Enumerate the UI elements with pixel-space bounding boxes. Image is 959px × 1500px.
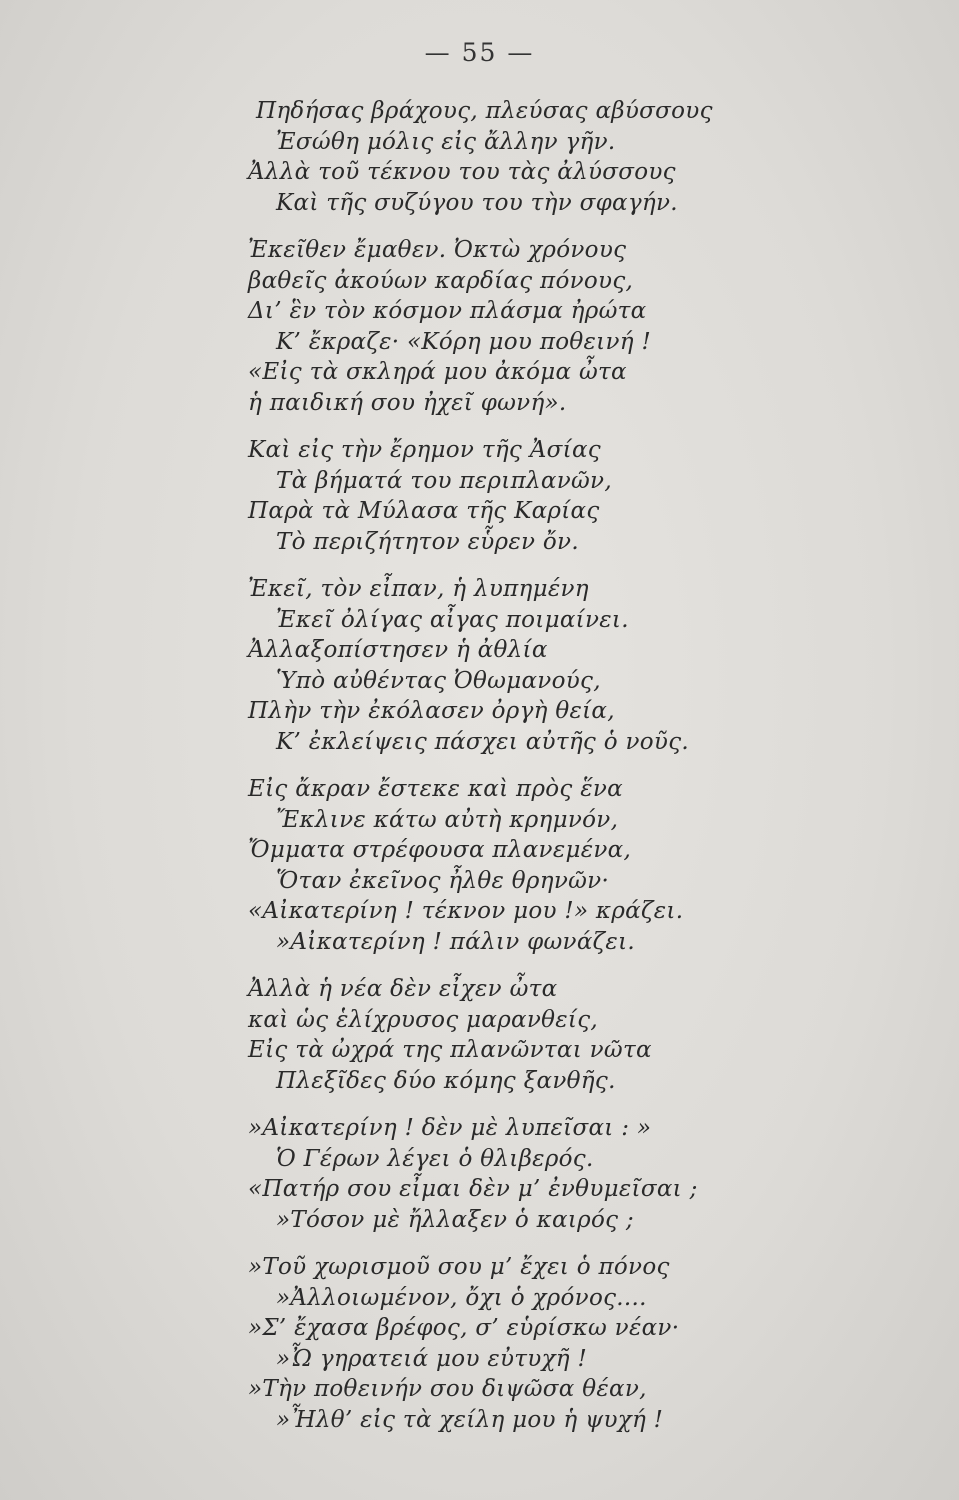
stanza-1 — [0, 96, 959, 218]
poem-line: »Ἀλλοιωμένον, ὄχι ὁ χρόνος.... — [276, 1284, 647, 1311]
poem-line: Ἔκλινε κάτω αὐτὴ κρημνόν, — [276, 806, 619, 833]
poem-line: Τὸ περιζήτητον εὗρεν ὄν. — [276, 528, 579, 555]
poem-line: Παρὰ τὰ Μύλασα τῆς Καρίας — [248, 498, 600, 524]
poem-line: Ἐσώθη μόλις εἰς ἄλλην γῆν. — [276, 128, 616, 155]
poem-line: Ἐκεῖ, τὸν εἶπαν, ἡ λυπημένη — [248, 576, 589, 602]
poem-line: »Ἦλθ’ εἰς τὰ χείλη μου ἡ ψυχή ! — [276, 1406, 664, 1433]
stanza-3 — [0, 435, 959, 557]
stanza-2 — [0, 235, 959, 418]
poem-line: Ὑπὸ αὐθέντας Ὀθωμανούς, — [276, 667, 601, 694]
poem-line: Πηδήσας βράχους, πλεύσας αβύσσους — [256, 98, 713, 124]
poem-line: Ἐκεῖ ὀλίγας αἶγας ποιμαίνει. — [276, 606, 629, 633]
stanza-5 — [0, 774, 959, 957]
stanza-6 — [0, 974, 959, 1096]
poem-line: Τὰ βήματά του περιπλανῶν, — [276, 467, 612, 494]
poem-line: Καὶ εἰς τὴν ἔρημον τῆς Ἀσίας — [248, 437, 601, 463]
poem-line: «Αἰκατερίνη ! τέκνον μου !» κράζει. — [248, 898, 684, 924]
poem-line: Εἰς τὰ ὠχρά της πλανῶνται νῶτα — [248, 1037, 652, 1063]
poem-line: »Τόσον μὲ ἤλλαξεν ὁ καιρός ; — [276, 1206, 634, 1233]
poem-line: Ὁ Γέρων λέγει ὁ θλιβερός. — [276, 1145, 594, 1172]
poem-body — [0, 96, 959, 1452]
stanza-4 — [0, 574, 959, 757]
stanza-7 — [0, 1113, 959, 1235]
poem-line: Πλὴν τὴν ἐκόλασεν ὀργὴ θεία, — [248, 698, 615, 724]
poem-line: καὶ ὡς ἑλίχρυσος μαρανθείς, — [248, 1006, 599, 1033]
poem-line: Ἐκεῖθεν ἔμαθεν. Ὀκτὼ χρόνους — [248, 237, 627, 263]
stanza-8 — [0, 1252, 959, 1435]
poem-line: »Τὴν ποθεινήν σου διψῶσα θέαν, — [248, 1376, 647, 1402]
page-number: — 55 — — [424, 38, 535, 67]
poem-line: Ἀλλὰ τοῦ τέκνου του τὰς ἀλύσσους — [248, 159, 676, 185]
poem-line: Κ’ ἔκραζε· «Κόρη μου ποθεινή ! — [276, 328, 652, 355]
poem-line: «Εἰς τὰ σκληρά μου ἀκόμα ὦτα — [248, 359, 627, 385]
poem-line: »Ὦ γηρατειά μου εὐτυχῆ ! — [276, 1345, 588, 1372]
poem-line: βαθεῖς ἀκούων καρδίας πόνους, — [248, 267, 634, 294]
poem-line: Εἰς ἄκραν ἔστεκε καὶ πρὸς ἕνα — [248, 776, 623, 802]
poem-line: Ἀλλὰ ἡ νέα δὲν εἶχεν ὦτα — [248, 976, 558, 1002]
poem-line: «Πατήρ σου εἶμαι δὲν μ’ ἐνθυμεῖσαι ; — [248, 1176, 698, 1202]
poem-line: »Σ’ ἔχασα βρέφος, σ’ εὑρίσκω νέαν· — [248, 1315, 680, 1341]
poem-line: Πλεξῖδες δύο κόμης ξανθῆς. — [276, 1067, 616, 1094]
poem-line: »Τοῦ χωρισμοῦ σου μ’ ἔχει ὁ πόνος — [248, 1254, 670, 1280]
poem-line: Ἀλλαξοπίστησεν ἡ ἀθλία — [248, 637, 548, 663]
poem-line: Ὅταν ἐκεῖνος ἦλθε θρηνῶν· — [276, 867, 610, 894]
poem-line: Δι’ ἓν τὸν κόσμον πλάσμα ἠρώτα — [248, 298, 647, 324]
poem-line: Ὄμματα στρέφουσα πλανεμένα, — [248, 837, 632, 863]
poem-line: ἡ παιδική σου ἠχεῖ φωνή». — [248, 389, 567, 416]
poem-line: Κ’ ἐκλείψεις πάσχει αὐτῆς ὁ νοῦς. — [276, 728, 689, 755]
poem-line: Καὶ τῆς συζύγου του τὴν σφαγήν. — [276, 189, 678, 216]
poem-line: »Αἰκατερίνη ! δὲν μὲ λυπεῖσαι : » — [248, 1115, 652, 1141]
poem-line: »Αἰκατερίνη ! πάλιν φωνάζει. — [276, 928, 635, 955]
